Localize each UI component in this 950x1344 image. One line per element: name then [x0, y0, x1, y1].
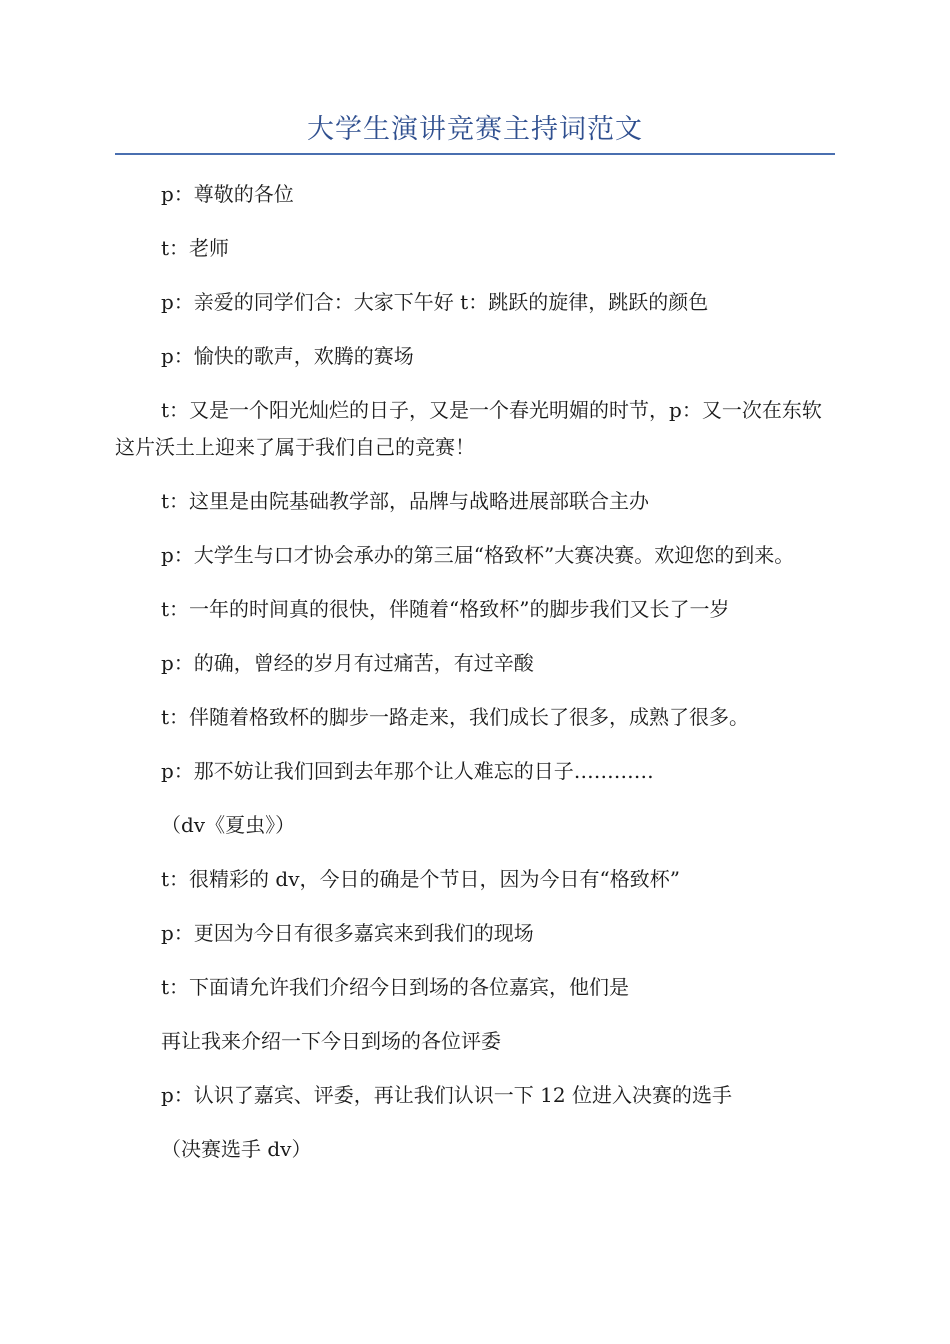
- paragraph: p：的确，曾经的岁月有过痛苦，有过辛酸: [161, 651, 534, 675]
- paragraph: t：这里是由院基础教学部，品牌与战略进展部联合主办: [161, 489, 650, 513]
- paragraph: （dv《夏虫》）: [161, 813, 296, 837]
- paragraph: t：伴随着格致杯的脚步一路走来，我们成长了很多，成熟了很多。: [161, 705, 750, 729]
- paragraph: p：大学生与口才协会承办的第三届“格致杯”大赛决赛。欢迎您的到来。: [161, 543, 795, 567]
- document-body: [115, 176, 835, 1185]
- paragraph: t：一年的时间真的很快，伴随着“格致杯”的脚步我们又长了一岁: [161, 597, 730, 621]
- paragraph: t：老师: [161, 236, 230, 260]
- paragraph: p：尊敬的各位: [161, 182, 294, 206]
- title-underline: [115, 153, 835, 155]
- paragraph: p：更因为今日有很多嘉宾来到我们的现场: [161, 921, 534, 945]
- paragraph: 再让我来介绍一下今日到场的各位评委: [161, 1029, 501, 1053]
- paragraph: p：愉快的歌声，欢腾的赛场: [161, 344, 414, 368]
- paragraph: t：又是一个阳光灿烂的日子，又是一个春光明媚的时节，p：又一次在东软这片沃土上迎来了属于我们自己的竞赛！: [115, 398, 822, 459]
- paragraph: p：那不妨让我们回到去年那个让人难忘的日子…………: [161, 759, 654, 783]
- paragraph: p：亲爱的同学们合：大家下午好 t：跳跃的旋律，跳跃的颜色: [161, 290, 709, 314]
- paragraph: t：很精彩的 dv，今日的确是个节日，因为今日有“格致杯”: [161, 867, 680, 891]
- paragraph: t：下面请允许我们介绍今日到场的各位嘉宾，他们是: [161, 975, 630, 999]
- paragraph: （决赛选手 dv）: [161, 1137, 312, 1161]
- page-title: 大学生演讲竞赛主持词范文: [307, 114, 643, 145]
- paragraph: p：认识了嘉宾、评委，再让我们认识一下 12 位进入决赛的选手: [161, 1083, 732, 1107]
